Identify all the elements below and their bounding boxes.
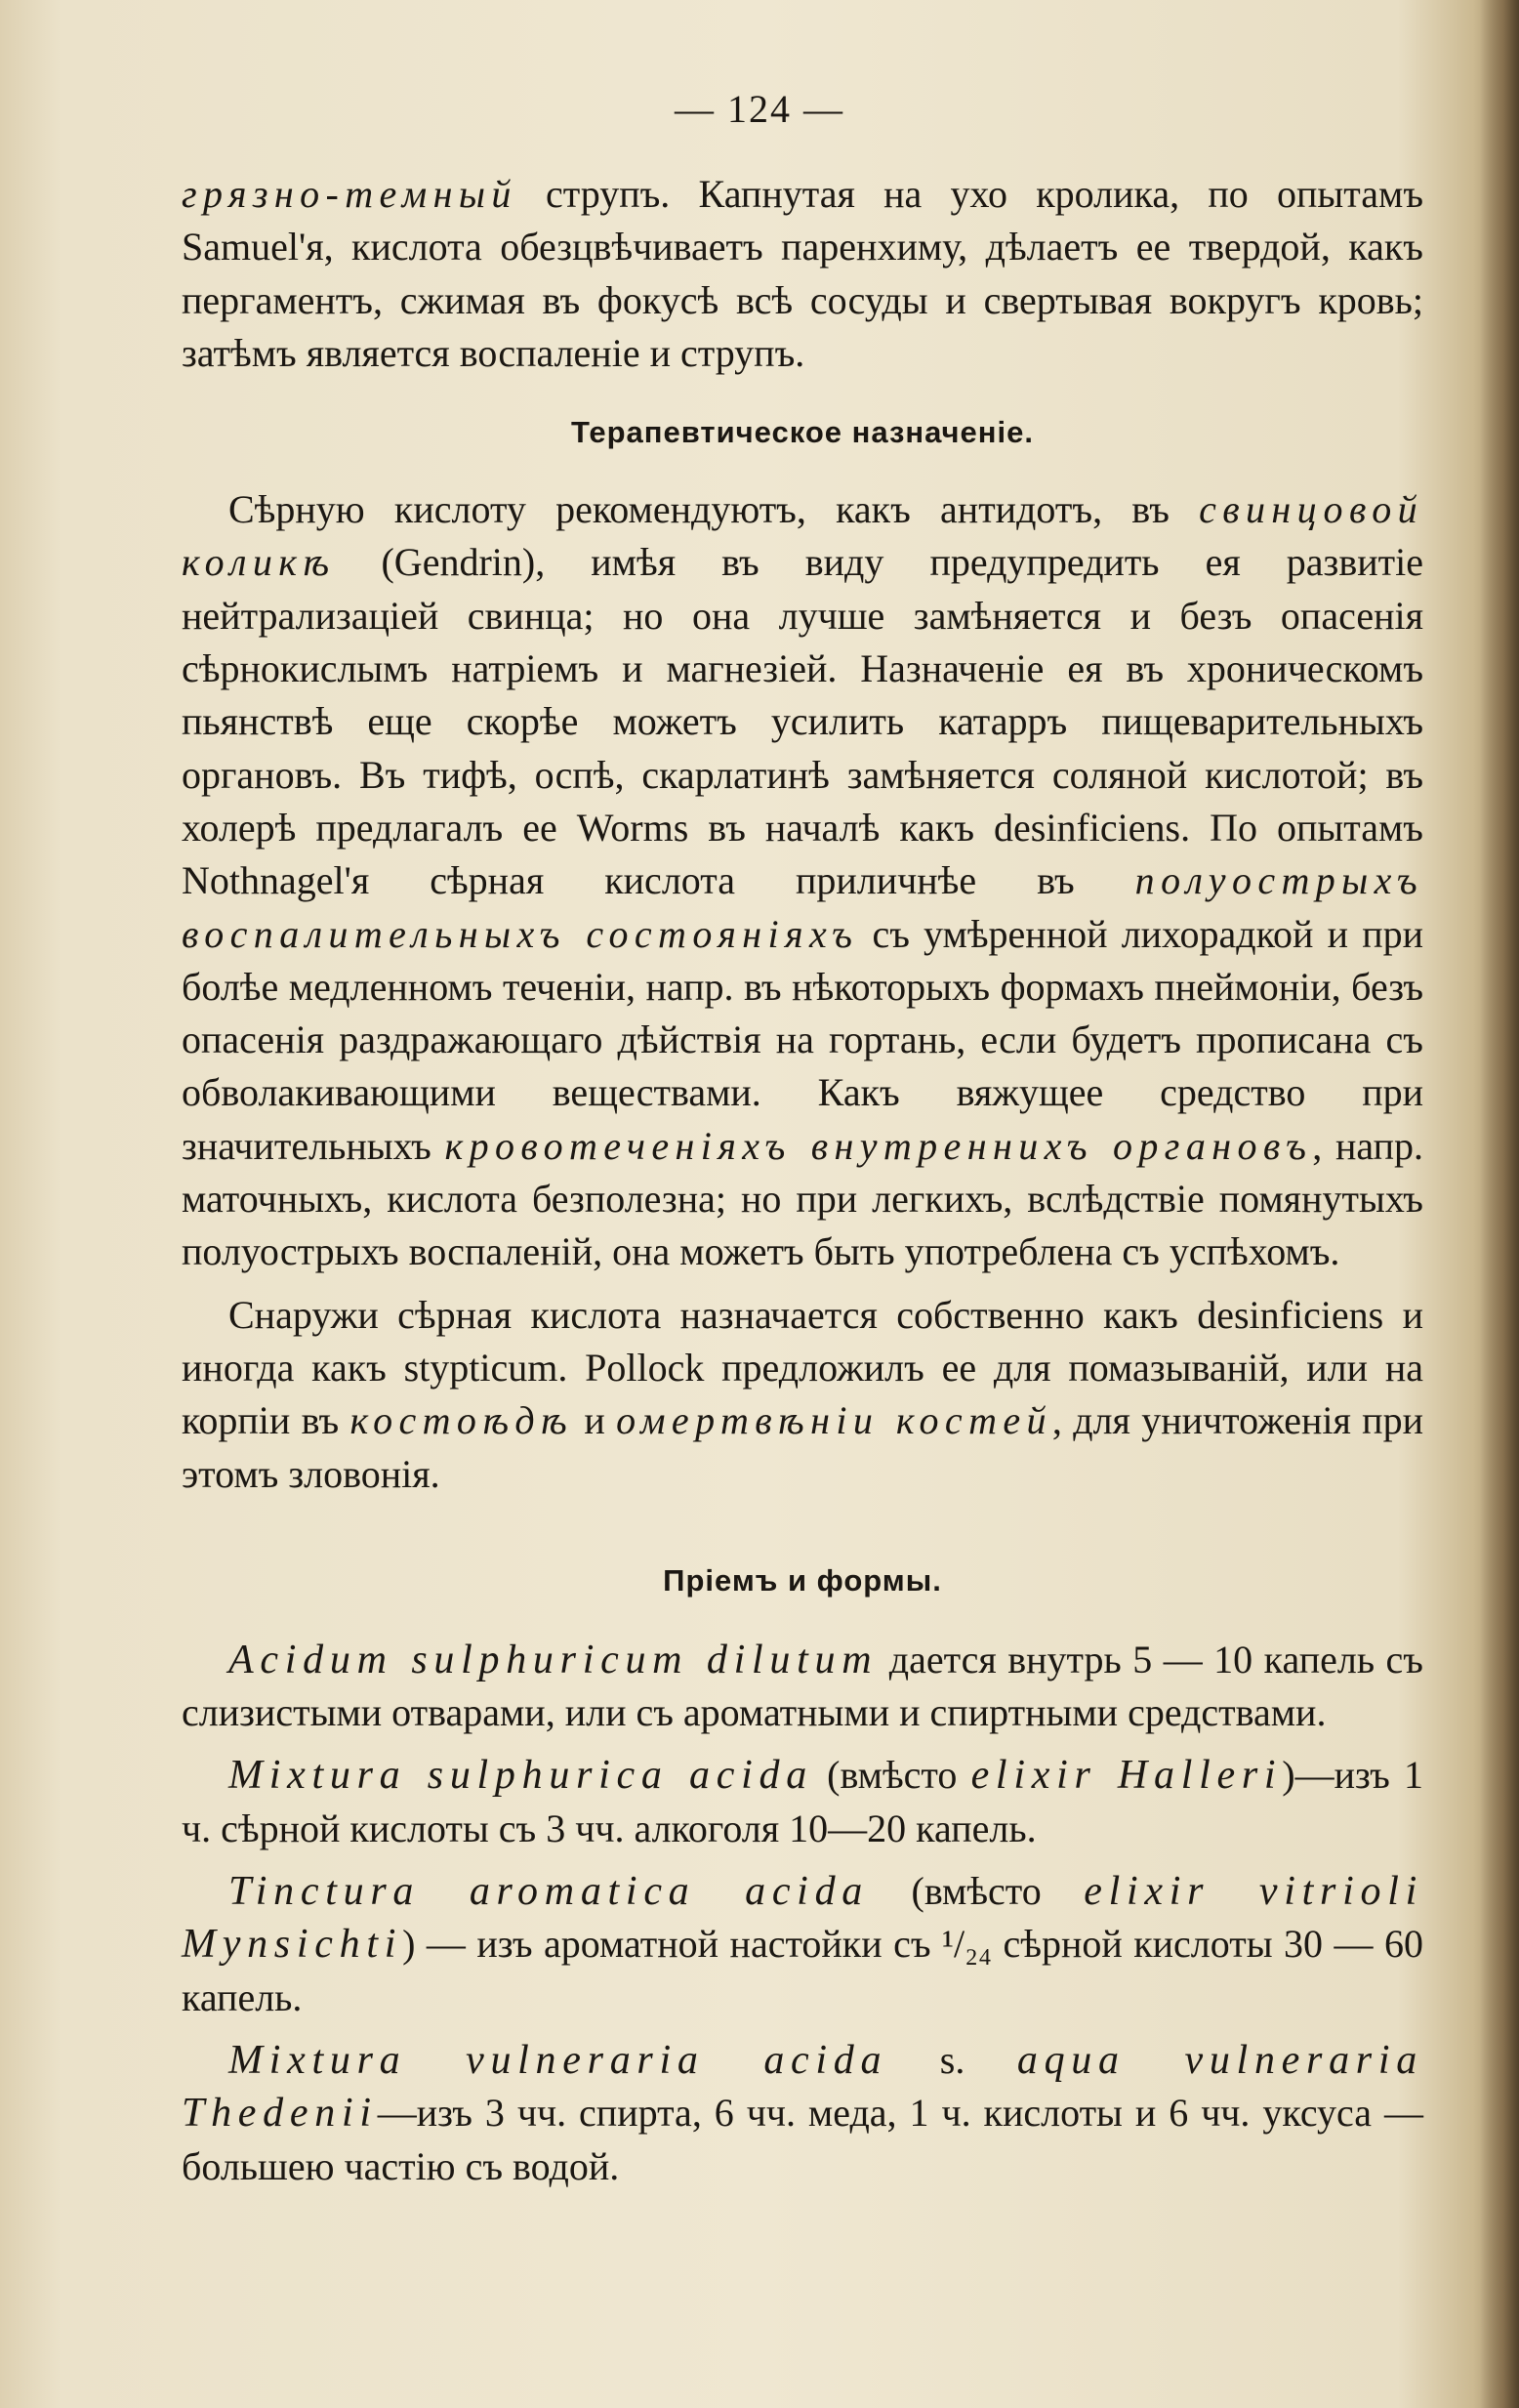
formula-text: дается внутрь 5 — 10 капель съ слизистыми отварами, или съ ароматными и спиртными средствами.: [182, 1637, 1423, 1735]
term-subacute-inflammation: полуострыхъ воспалительныхъ состояніяхъ: [182, 858, 1423, 956]
therapy-text-1: Сѣрную кислоту рекомендуютъ, какъ антидотъ, въ: [228, 487, 1200, 532]
form-acidum-sulphuricum: [182, 1634, 1423, 1740]
formula-name: Acidum sulphuricum dilutum: [228, 1637, 879, 1682]
heading-therapeutic-use: Терапевтическое назначеніе.: [570, 415, 1034, 450]
formula-name: Mixtura vulneraria acida: [228, 2037, 888, 2083]
form-mixtura-sulphurica: [182, 1749, 1423, 1855]
page-number: — 124 —: [675, 87, 844, 131]
term-dirty-dark: грязно-темный: [182, 172, 517, 216]
formula-name: Tinctura aromatica acida: [228, 1869, 870, 1915]
formula-alt-name: elixir Halleri: [970, 1753, 1283, 1799]
term-bone-necrosis: омертвѣніи костей: [616, 1398, 1052, 1443]
formula-text: ) — изъ ароматной настойки съ ¹/₂₄ сѣрной кислоты 30 — 60 капель.: [182, 1922, 1423, 2019]
formula-name: Mixtura sulphurica acida: [228, 1753, 813, 1799]
form-mixtura-vulneraria: [182, 2034, 1423, 2193]
formula-alt-name: elixir vitrioli Mynsichti: [182, 1869, 1423, 1968]
formula-text: —изъ 3 чч. спирта, 6 чч. меда, 1 ч. кислоты и 6 чч. уксуса — большею частію съ водой.: [182, 2091, 1423, 2188]
therapy-text-4: , напр. маточныхъ, кислота безполезна; но при легкихъ, вслѣдствіе помянутыхъ полуострыхъ воспаленій, она можетъ быть употреблена съ успѣхомъ.: [182, 1123, 1423, 1274]
formula-text: s.: [887, 2037, 1017, 2082]
formula-alt-name: aqua vulneraria Thedenii: [182, 2037, 1423, 2137]
therapy-text-3: съ умѣренной лихорадкой и при болѣе медленномъ теченіи, напр. въ нѣкоторыхъ формахъ пнеймоніи, безъ опасенія раздражающаго дѣйствія на гортань, если будетъ прописана съ обволакивающими веществами. Какъ вяжущее средство при значительныхъ: [182, 911, 1424, 1168]
paragraph-therapy: [182, 483, 1423, 1278]
term-caries: костоѣдѣ: [349, 1398, 574, 1443]
heading-dosage-forms: Пріемъ и формы.: [663, 1562, 942, 1598]
page-body: [182, 168, 1423, 2193]
paragraph-scab-text: струпъ. Капнутая на ухо кролика, по опытамъ Samuel'я, кислота обезцвѣчиваетъ паренхиму, дѣлаетъ ее твердой, какъ пергаментъ, сжимая въ фокусѣ всѣ сосуды и свертывая вокругъ кровь; затѣмъ является воспаленіе и струпъ.: [182, 172, 1423, 375]
paragraph-scab: [182, 168, 1423, 380]
external-text-3: , для уничтоженія при этомъ зловонія.: [182, 1398, 1423, 1496]
external-text-1: Снаружи сѣрная кислота назначается собственно какъ desinficiens и иногда какъ stypticum. Pollock предложилъ ее для помазываній, или на корпіи въ: [182, 1292, 1423, 1443]
form-tinctura-aromatica: [182, 1865, 1423, 2024]
book-spine-shadow: [1480, 0, 1519, 2408]
formula-text: )—изъ 1 ч. сѣрной кислоты съ 3 чч. алкоголя 10—20 капель.: [182, 1753, 1423, 1850]
formula-text: (вмѣсто: [812, 1753, 971, 1798]
term-lead-colic: свинцовой коликѣ: [182, 487, 1423, 585]
external-text-2: и: [573, 1398, 617, 1443]
formula-text: (вмѣсто: [869, 1869, 1085, 1914]
term-internal-bleeding: кровотеченіяхъ внутреннихъ органовъ: [444, 1123, 1313, 1168]
therapy-text-2: (Gendrin), имѣя въ виду предупредить ея развитіе нейтрализаціей свинца; но она лучше замѣняется и безъ опасенія сѣрнокислымъ натріемъ и магнезіей. Назначеніе ея въ хроническомъ пьянствѣ еще скорѣе можетъ усилить катарръ пищеварительныхъ органовъ. Въ тифѣ, оспѣ, скарлатинѣ замѣняется соляной кислотой; въ холерѣ предлагалъ ее Worms въ началѣ какъ desinficiens. По опытамъ Nothnagel'я сѣрная кислота приличнѣе въ: [182, 540, 1423, 903]
paragraph-external-use: [182, 1289, 1423, 1501]
